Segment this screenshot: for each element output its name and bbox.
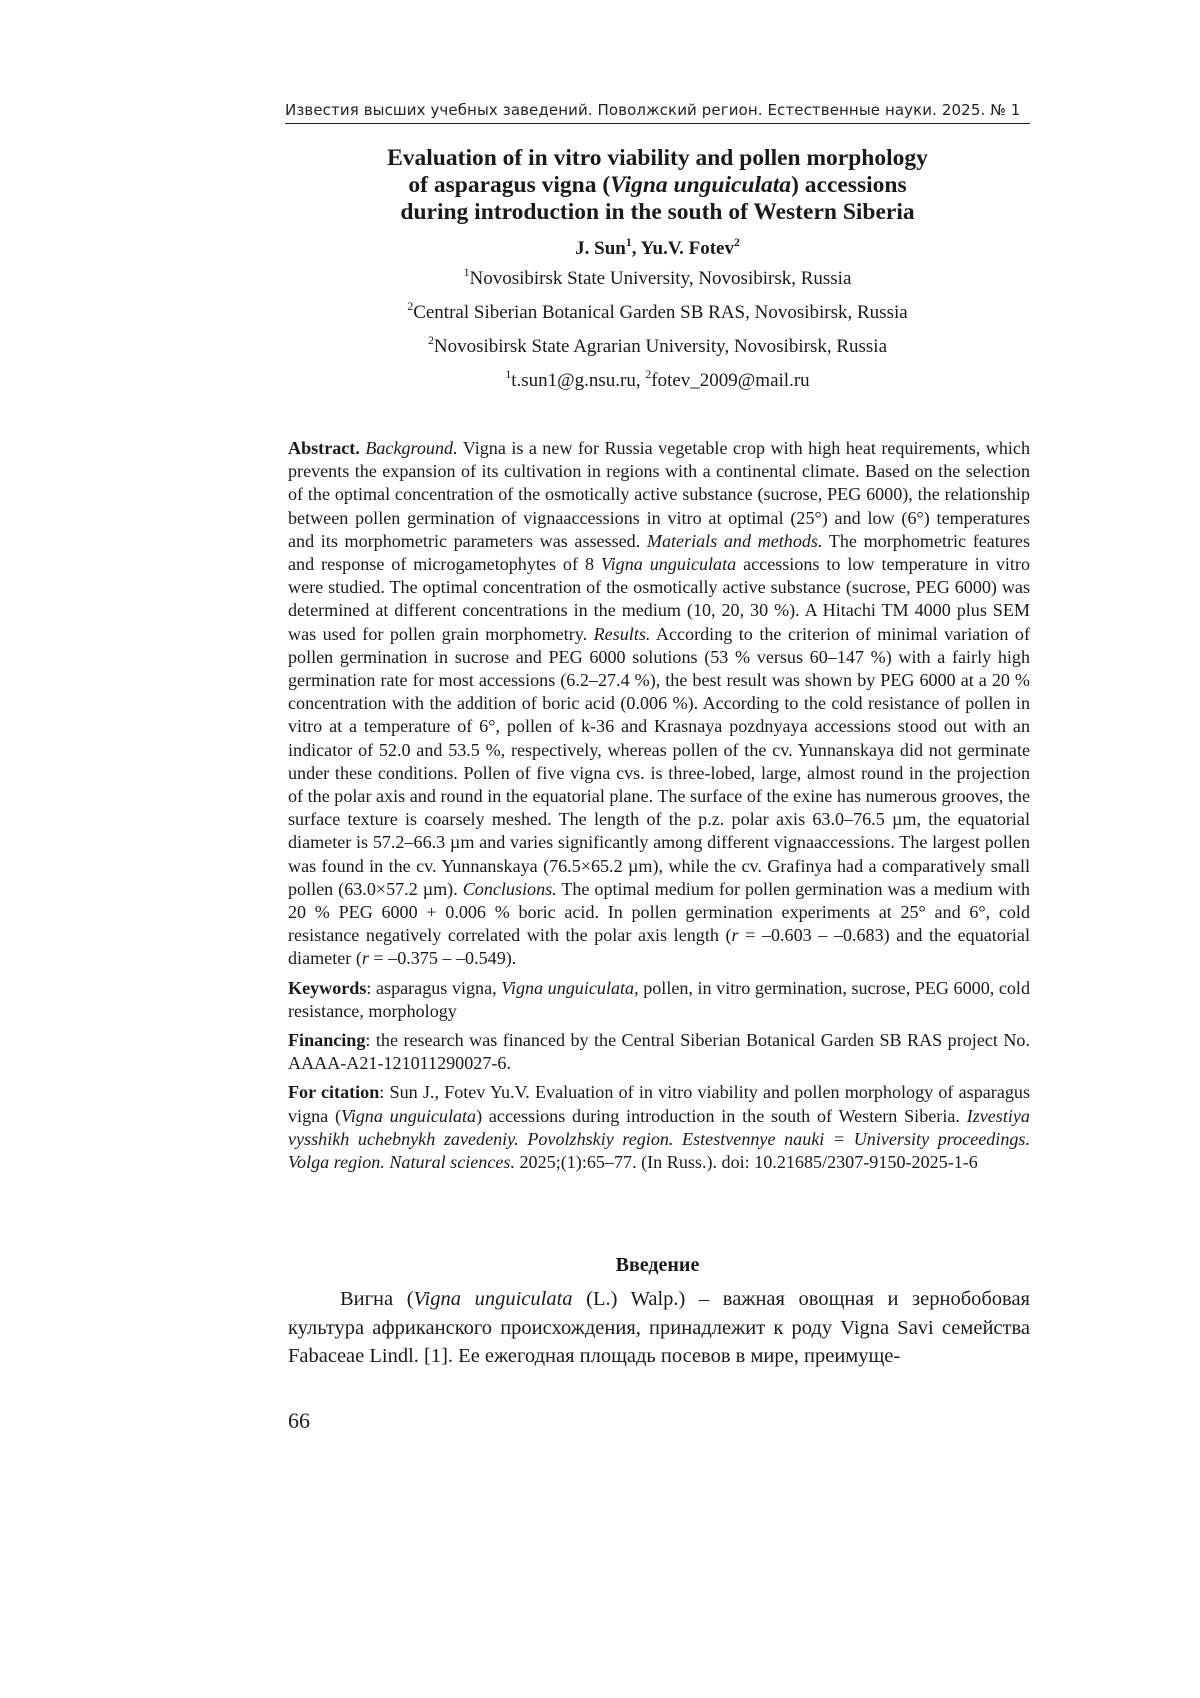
methods-text-cont: accessions to low temperature in vitro were studied. The optimal concentration of the osmotically active substance (sucrose, PEG 6000) was determined at different concentrations in the medium (10, 20, 30 %). A Hitachi TM 4000 plus SEM was used for pollen grain morphometry. — [288, 554, 1030, 644]
running-header — [285, 101, 1030, 124]
page-number: 66 — [288, 1408, 310, 1434]
keywords-label: Keywords — [288, 978, 366, 998]
keywords-species: Vigna unguiculata — [501, 978, 634, 998]
keywords-text-cont: , pollen, in vitro germination, sucrose, PEG 6000, cold resistance, morphology — [288, 978, 1030, 1021]
financing-text: : the research was financed by the Central Siberian Botanical Garden SB RAS project No. AAAA-A21-121011290027-6. — [288, 1030, 1030, 1073]
citation-doi[interactable]: 2025;(1):65–77. (In Russ.). doi: 10.21685/2307-9150-2025-1-6 — [515, 1152, 978, 1172]
authors — [285, 238, 1030, 260]
title-line-1: Evaluation of in vitro viability and pollen morphology — [285, 145, 1030, 172]
intro-text: Вигна ( — [340, 1288, 414, 1310]
author-2-affiliation: 2 — [734, 236, 740, 249]
affiliation-3 — [285, 336, 1030, 358]
title-line-3: during introduction in the south of Western Siberia — [285, 199, 1030, 226]
title-line-2 — [285, 172, 1030, 199]
conclusions-text: The optimal medium for pollen germination was a medium with 20 % PEG 6000 + 0.006 % boric acid. In pollen germination experiments at 25° and 6°, cold resistance negatively correlated with the polar axis length ( — [288, 879, 1030, 945]
keywords-paragraph — [288, 977, 1030, 1023]
methods-text: The morphometric features and response of microgametophytes of 8 — [288, 531, 1030, 574]
financing-paragraph — [288, 1029, 1030, 1075]
conclusions-text-cont: = –0.603 – –0.683) and the equatorial diameter ( — [288, 925, 1030, 968]
results-label: Results. — [594, 624, 651, 644]
email-1[interactable]: t.sun1@g.nsu.ru, — [511, 370, 645, 391]
background-label: Background. — [365, 438, 457, 458]
affiliation-2 — [285, 302, 1030, 324]
citation-journal: Izvestiya vysshikh uchebnykh zavedeniy. Povolzhskiy region. Estestvennye nauki = University proceedings. Volga region. Natural sciences. — [288, 1106, 1030, 1172]
correlation-symbol: r — [362, 948, 369, 968]
page — [0, 0, 1200, 1698]
abstract-label: Abstract. — [288, 438, 360, 458]
citation-label: For citation — [288, 1082, 379, 1102]
citation-text: : Sun J., Fotev Yu.V. Evaluation of in vitro viability and pollen morphology of asparagus vigna ( — [288, 1082, 1030, 1125]
affiliation-2-marker: 2 — [407, 300, 413, 313]
conclusions-text-end: = –0.375 – –0.549). — [369, 948, 516, 968]
affiliation-1-marker: 1 — [464, 266, 470, 279]
author-emails — [285, 370, 1030, 392]
author-1: J. Sun — [575, 238, 626, 259]
affiliation-2-text: Central Siberian Botanical Garden SB RAS, Novosibirsk, Russia — [413, 302, 907, 323]
conclusions-label: Conclusions. — [463, 879, 557, 899]
correlation-symbol: r — [732, 925, 739, 945]
affiliation-1-text: Novosibirsk State University, Novosibirsk, Russia — [469, 268, 851, 289]
title-species: Vigna unguiculata — [610, 172, 791, 198]
author-separator: , — [632, 238, 641, 259]
intro-text-cont: (L.) Walp.) – важная овощная и зернобобовая культура африканского происхождения, принадлежит к роду Vigna Savi семейства Fabaceae Lindl. [1]. Ее ежегодная площадь посевов в мире, преимуще- — [288, 1288, 1030, 1367]
citation-text-cont: ) accessions during introduction in the south of Western Siberia. — [476, 1106, 967, 1126]
methods-species: Vigna unguiculata — [601, 554, 736, 574]
methods-label: Materials and methods. — [647, 531, 823, 551]
affiliation-1 — [285, 268, 1030, 290]
background-text: Vigna is a new for Russia vegetable crop with high heat requirements, which prevents the expansion of its cultivation in regions with a continental climate. Based on the selection of the optimal concentration of the osmotically active substance (sucrose, PEG 6000), the relationship between pollen germination of vignaaccessions in vitro at optimal (25°) and low (6°) temperatures and its morphometric parameters was assessed. — [288, 438, 1030, 551]
author-1-affiliation: 1 — [626, 236, 632, 249]
affiliation-3-text: Novosibirsk State Agrarian University, Novosibirsk, Russia — [434, 336, 887, 357]
citation-species: Vigna unguiculata — [341, 1106, 476, 1126]
email-2-marker: 2 — [645, 368, 651, 381]
results-text: According to the criterion of minimal variation of pollen germination in sucrose and PEG 6000 solutions (53 % versus 60–147 %) with a fairly high germination rate for most accessions (6.2–27.4 %), the best result was shown by PEG 6000 at a 20 % concentration with the addition of boric acid (0.006 %). According to the cold resistance of pollen in vitro at a temperature of 6°, pollen of k-36 and Krasnaya pozdnyaya accessions stood out with an indicator of 52.0 and 53.5 %, respectively, whereas pollen of the cv. Yunnanskaya did not germinate under these conditions. Pollen of five vigna cvs. is three-lobed, large, almost round in the projection of the polar axis and round in the equatorial plane. The surface of the exine has numerous grooves, the surface texture is coarsely meshed. The length of the p.z. polar axis 63.0–76.5 µm, the equatorial diameter is 57.2–66.3 µm and varies significantly among different vignaaccessions. The largest pollen was found in the cv. Yunnanskaya (76.5×65.2 µm), while the cv. Grafinya had a comparatively small pollen (63.0×57.2 µm). — [288, 624, 1030, 899]
section-heading-introduction: Введение — [285, 1254, 1030, 1277]
email-1-marker: 1 — [505, 368, 511, 381]
author-2: Yu.V. Fotev — [641, 238, 734, 259]
title-line-2-start: of asparagus vigna ( — [408, 172, 610, 198]
citation-paragraph — [288, 1081, 1030, 1174]
journal-running-title: Известия высших учебных заведений. Поволжский регион. Естественные науки. 2025. № 1 — [285, 101, 1020, 119]
keywords-text: : asparagus vigna, — [366, 978, 501, 998]
intro-species: Vigna unguiculata — [414, 1288, 573, 1310]
email-2[interactable]: fotev_2009@mail.ru — [651, 370, 809, 391]
affiliation-3-marker: 2 — [428, 334, 434, 347]
article-title — [285, 145, 1030, 226]
abstract-paragraph — [288, 437, 1030, 971]
title-line-2-end: ) accessions — [791, 172, 907, 198]
financing-label: Financing — [288, 1030, 365, 1050]
introduction-paragraph — [288, 1285, 1030, 1371]
abstract-section — [288, 437, 1030, 1180]
